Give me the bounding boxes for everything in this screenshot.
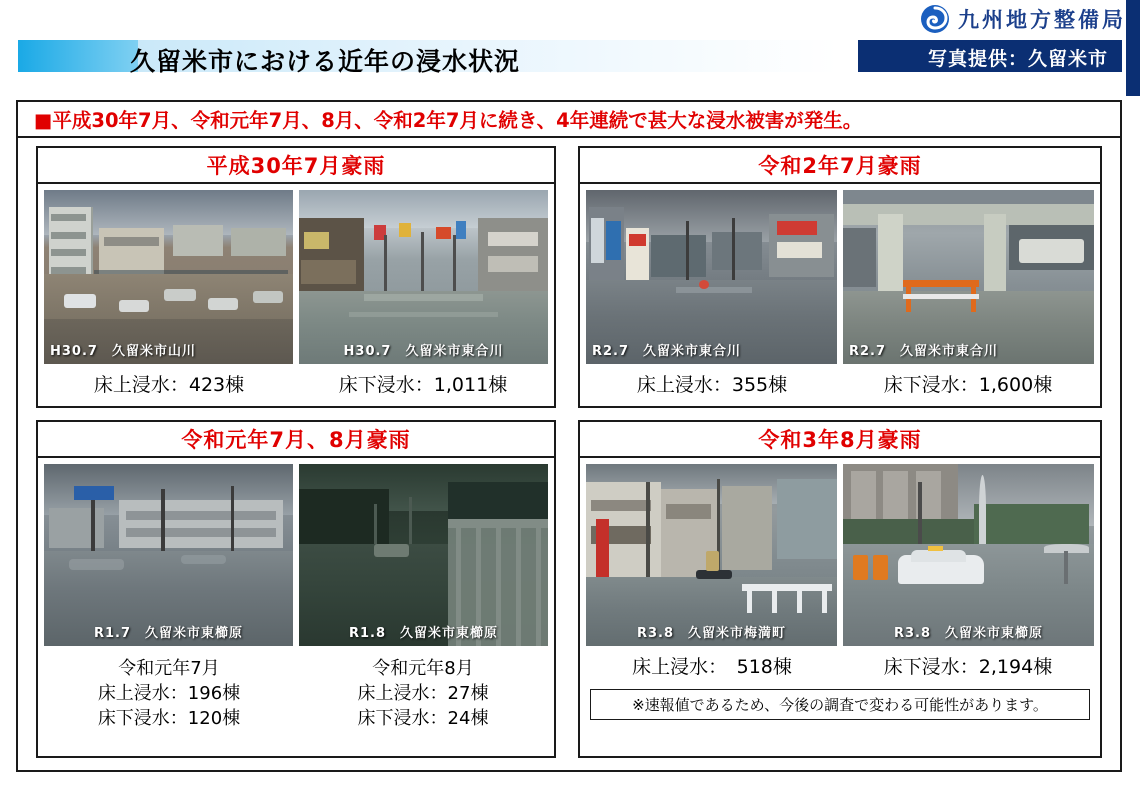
- photo-flooded-underpass: [843, 190, 1094, 364]
- photo-caption: R3.8 久留米市東櫛原: [893, 626, 1044, 641]
- photo-caption: R3.8 久留米市梅満町: [636, 626, 787, 641]
- stat-below-floor: 床下浸水：2,194棟: [883, 656, 1053, 678]
- photo-flooded-residential-boat: [586, 464, 837, 646]
- panel-r3-title: 令和3年8月豪雨: [758, 428, 922, 452]
- stat-above-floor: 床上浸水：27棟: [357, 683, 489, 704]
- photo-flooded-intersection: [44, 464, 293, 646]
- panel-r3-header: [580, 422, 1100, 458]
- panel-h30: [36, 146, 556, 408]
- photo-flooded-road-night: [299, 464, 548, 646]
- stat-below-floor: 床下浸水：120棟: [97, 707, 241, 729]
- photo-flooded-town-aerial: [44, 190, 293, 364]
- panel-h30-header: [38, 148, 554, 184]
- photo-caption: R1.8 久留米市東櫛原: [348, 626, 499, 641]
- stat-below-floor: 床下浸水：1,600棟: [883, 374, 1053, 396]
- stat-above-floor: 床上浸水：196棟: [97, 683, 241, 704]
- panel-r3: [578, 420, 1102, 758]
- photo-flooded-road-signs: [586, 190, 837, 364]
- stat-above-floor: 床上浸水：355棟: [636, 374, 788, 396]
- panel-r3-note: ※速報値であるため、今後の調査で変わる可能性があります。: [590, 689, 1090, 720]
- panel-r1-header: [38, 422, 554, 458]
- panel-h30-stats: [38, 364, 554, 397]
- panel-grid: [18, 138, 1120, 774]
- stat-below-floor: 床下浸水：24棟: [357, 707, 489, 729]
- panel-r1-stats: [38, 646, 554, 732]
- lead-statement: [18, 102, 1120, 138]
- organization-header: [920, 4, 1126, 34]
- stat-column-july: [42, 654, 296, 732]
- photo-caption: R1.7 久留米市東櫛原: [93, 626, 244, 641]
- stat-column-august: [296, 654, 550, 732]
- photo-flooded-taxi: [843, 464, 1094, 646]
- right-edge-decoration: [1126, 0, 1140, 96]
- title-bar-accent: [18, 40, 138, 72]
- photo-caption: H30.7 久留米市山川: [50, 344, 196, 359]
- content-frame: [16, 100, 1122, 772]
- stat-above-floor: 床上浸水： 518棟: [632, 656, 792, 678]
- panel-r1-photos: [38, 458, 554, 646]
- stat-column-label: 令和元年8月: [372, 658, 474, 679]
- panel-r2-stats: [580, 364, 1100, 397]
- panel-h30-title: 平成30年7月豪雨: [206, 154, 386, 178]
- photo-flooded-street-shops: [299, 190, 548, 364]
- panel-r2-header: [580, 148, 1100, 184]
- panel-r1: [36, 420, 556, 758]
- photo-credit-text: 写真提供：久留米市: [927, 48, 1108, 70]
- panel-h30-photos: [38, 184, 554, 364]
- panel-r1-title: 令和元年7月、8月豪雨: [181, 428, 411, 452]
- panel-r2: [578, 146, 1102, 408]
- page-title: 久留米市における近年の浸水状況: [130, 47, 521, 76]
- panel-r2-photos: [580, 184, 1100, 364]
- panel-r3-stats: [580, 646, 1100, 679]
- stat-below-floor: 床下浸水：1,011棟: [338, 374, 508, 396]
- photo-caption: H30.7 久留米市東合川: [343, 344, 504, 359]
- title-row: [18, 40, 1122, 74]
- kyushu-swirl-logo-icon: [920, 4, 950, 34]
- photo-caption: R2.7 久留米市東合川: [592, 344, 742, 359]
- photo-caption: R2.7 久留米市東合川: [849, 344, 999, 359]
- organization-name: 九州地方整備局: [958, 8, 1126, 32]
- stat-above-floor: 床上浸水：423棟: [93, 374, 245, 396]
- panel-r3-photos: [580, 458, 1100, 646]
- panel-r2-title: 令和2年7月豪雨: [758, 154, 922, 178]
- lead-statement-text: ■平成30年7月、令和元年7月、8月、令和2年7月に続き、4年連続で甚大な浸水被害が発生。: [34, 109, 863, 132]
- stat-column-label: 令和元年7月: [118, 658, 220, 679]
